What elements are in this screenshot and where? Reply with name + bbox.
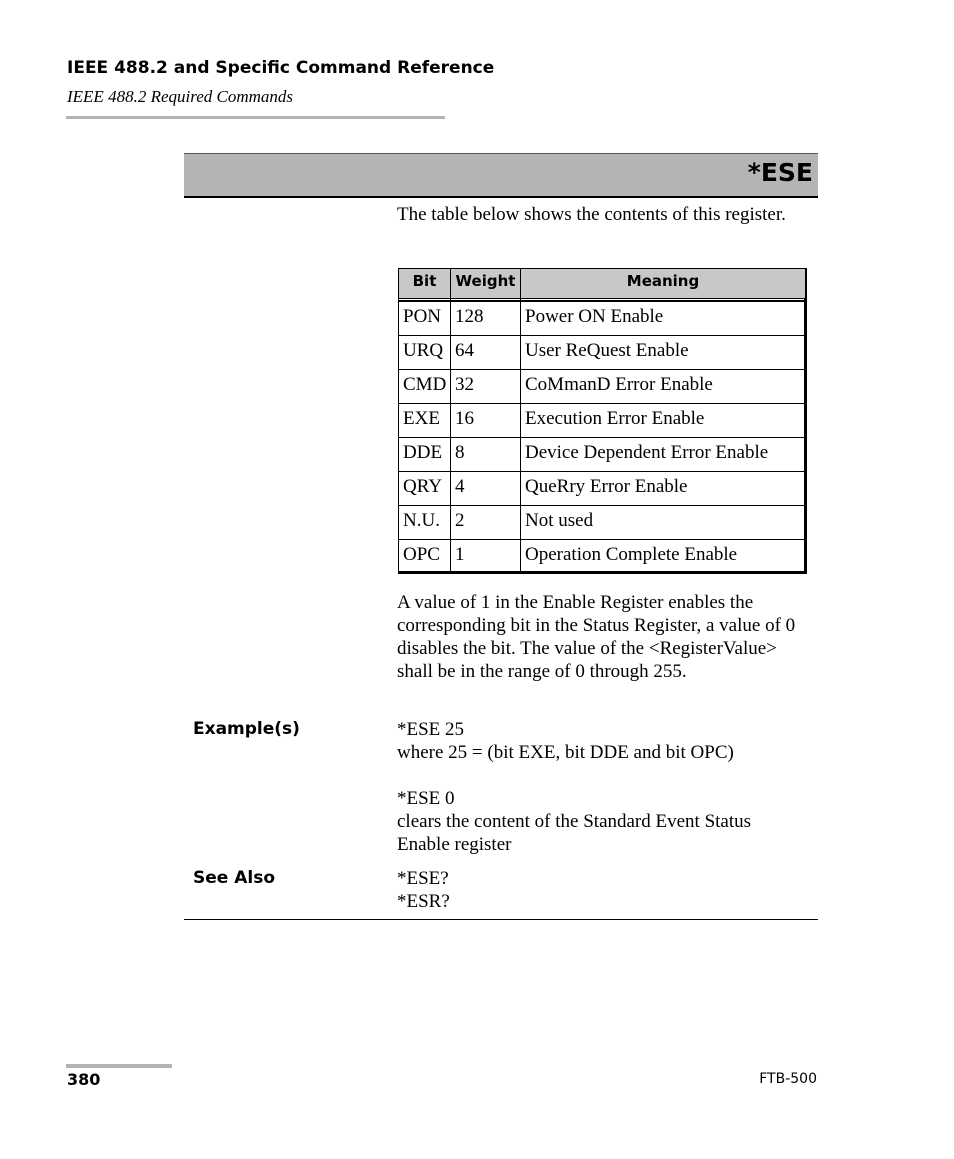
intro-text: The table below shows the contents of this register. (397, 204, 786, 225)
cell-weight: 2 (455, 510, 465, 531)
cell-weight: 1 (455, 544, 465, 565)
table-row (399, 301, 805, 335)
cell-meaning: Execution Error Enable (525, 408, 705, 429)
cell-weight: 32 (455, 374, 474, 395)
section-bottom-rule (184, 919, 818, 920)
cell-meaning: QueRry Error Enable (525, 476, 688, 497)
see-also-item: *ESE? (397, 868, 449, 889)
cell-bit: EXE (403, 408, 440, 429)
example-line: where 25 = (bit EXE, bit DDE and bit OPC) (397, 742, 734, 763)
table-row (399, 335, 805, 369)
header-bit: Bit (412, 272, 437, 290)
see-also-item: *ESR? (397, 891, 450, 912)
table-row (399, 369, 805, 403)
table-row (399, 471, 805, 505)
cell-bit: URQ (403, 340, 444, 361)
header-meaning: Meaning (626, 272, 700, 290)
example-line: *ESE 25 (397, 719, 465, 740)
cell-bit: DDE (403, 442, 443, 463)
header-rule (66, 116, 445, 119)
register-table (398, 268, 807, 574)
running-header-title: IEEE 488.2 and Specific Command Reference (67, 58, 495, 78)
see-also-block (397, 867, 807, 913)
product-name: FTB-500 (759, 1071, 817, 1087)
cell-bit: N.U. (403, 510, 440, 531)
table-row (399, 539, 805, 573)
footer-rule (66, 1064, 172, 1068)
cell-meaning: Power ON Enable (525, 306, 664, 327)
cell-weight: 64 (455, 340, 474, 361)
example-line: clears the content of the Standard Event Status (397, 811, 752, 832)
example-line: *ESE 0 (397, 788, 455, 809)
examples-label: Example(s) (193, 719, 300, 739)
header-weight: Weight (455, 272, 516, 290)
table-row (399, 403, 805, 437)
cell-meaning: Device Dependent Error Enable (525, 442, 769, 463)
examples-block (397, 718, 807, 856)
cell-meaning: Operation Complete Enable (525, 544, 738, 565)
cell-meaning: User ReQuest Enable (525, 340, 689, 361)
cell-meaning: Not used (525, 510, 594, 531)
command-banner (184, 153, 818, 198)
cell-bit: QRY (403, 476, 443, 497)
enable-register-description: A value of 1 in the Enable Register enables the corresponding bit in the Status Register, a value of 0 disables the bit. The value of the <RegisterValue> shall be in the range of 0 through 255. (397, 592, 796, 682)
cell-bit: OPC (403, 544, 440, 565)
table-header (399, 269, 805, 299)
cell-bit: PON (403, 306, 442, 327)
see-also-label: See Also (193, 868, 276, 888)
table-row (399, 437, 805, 471)
cell-weight: 16 (455, 408, 474, 429)
table-row (399, 505, 805, 539)
cell-weight: 128 (455, 306, 484, 327)
cell-weight: 8 (455, 442, 465, 463)
cell-weight: 4 (455, 476, 465, 497)
page-number: 380 (67, 1070, 101, 1089)
command-name: *ESE (747, 158, 813, 187)
example-line: Enable register (397, 834, 512, 855)
cell-bit: CMD (403, 374, 447, 395)
cell-meaning: CoMmanD Error Enable (525, 374, 713, 395)
running-header-subtitle: IEEE 488.2 Required Commands (67, 87, 294, 106)
